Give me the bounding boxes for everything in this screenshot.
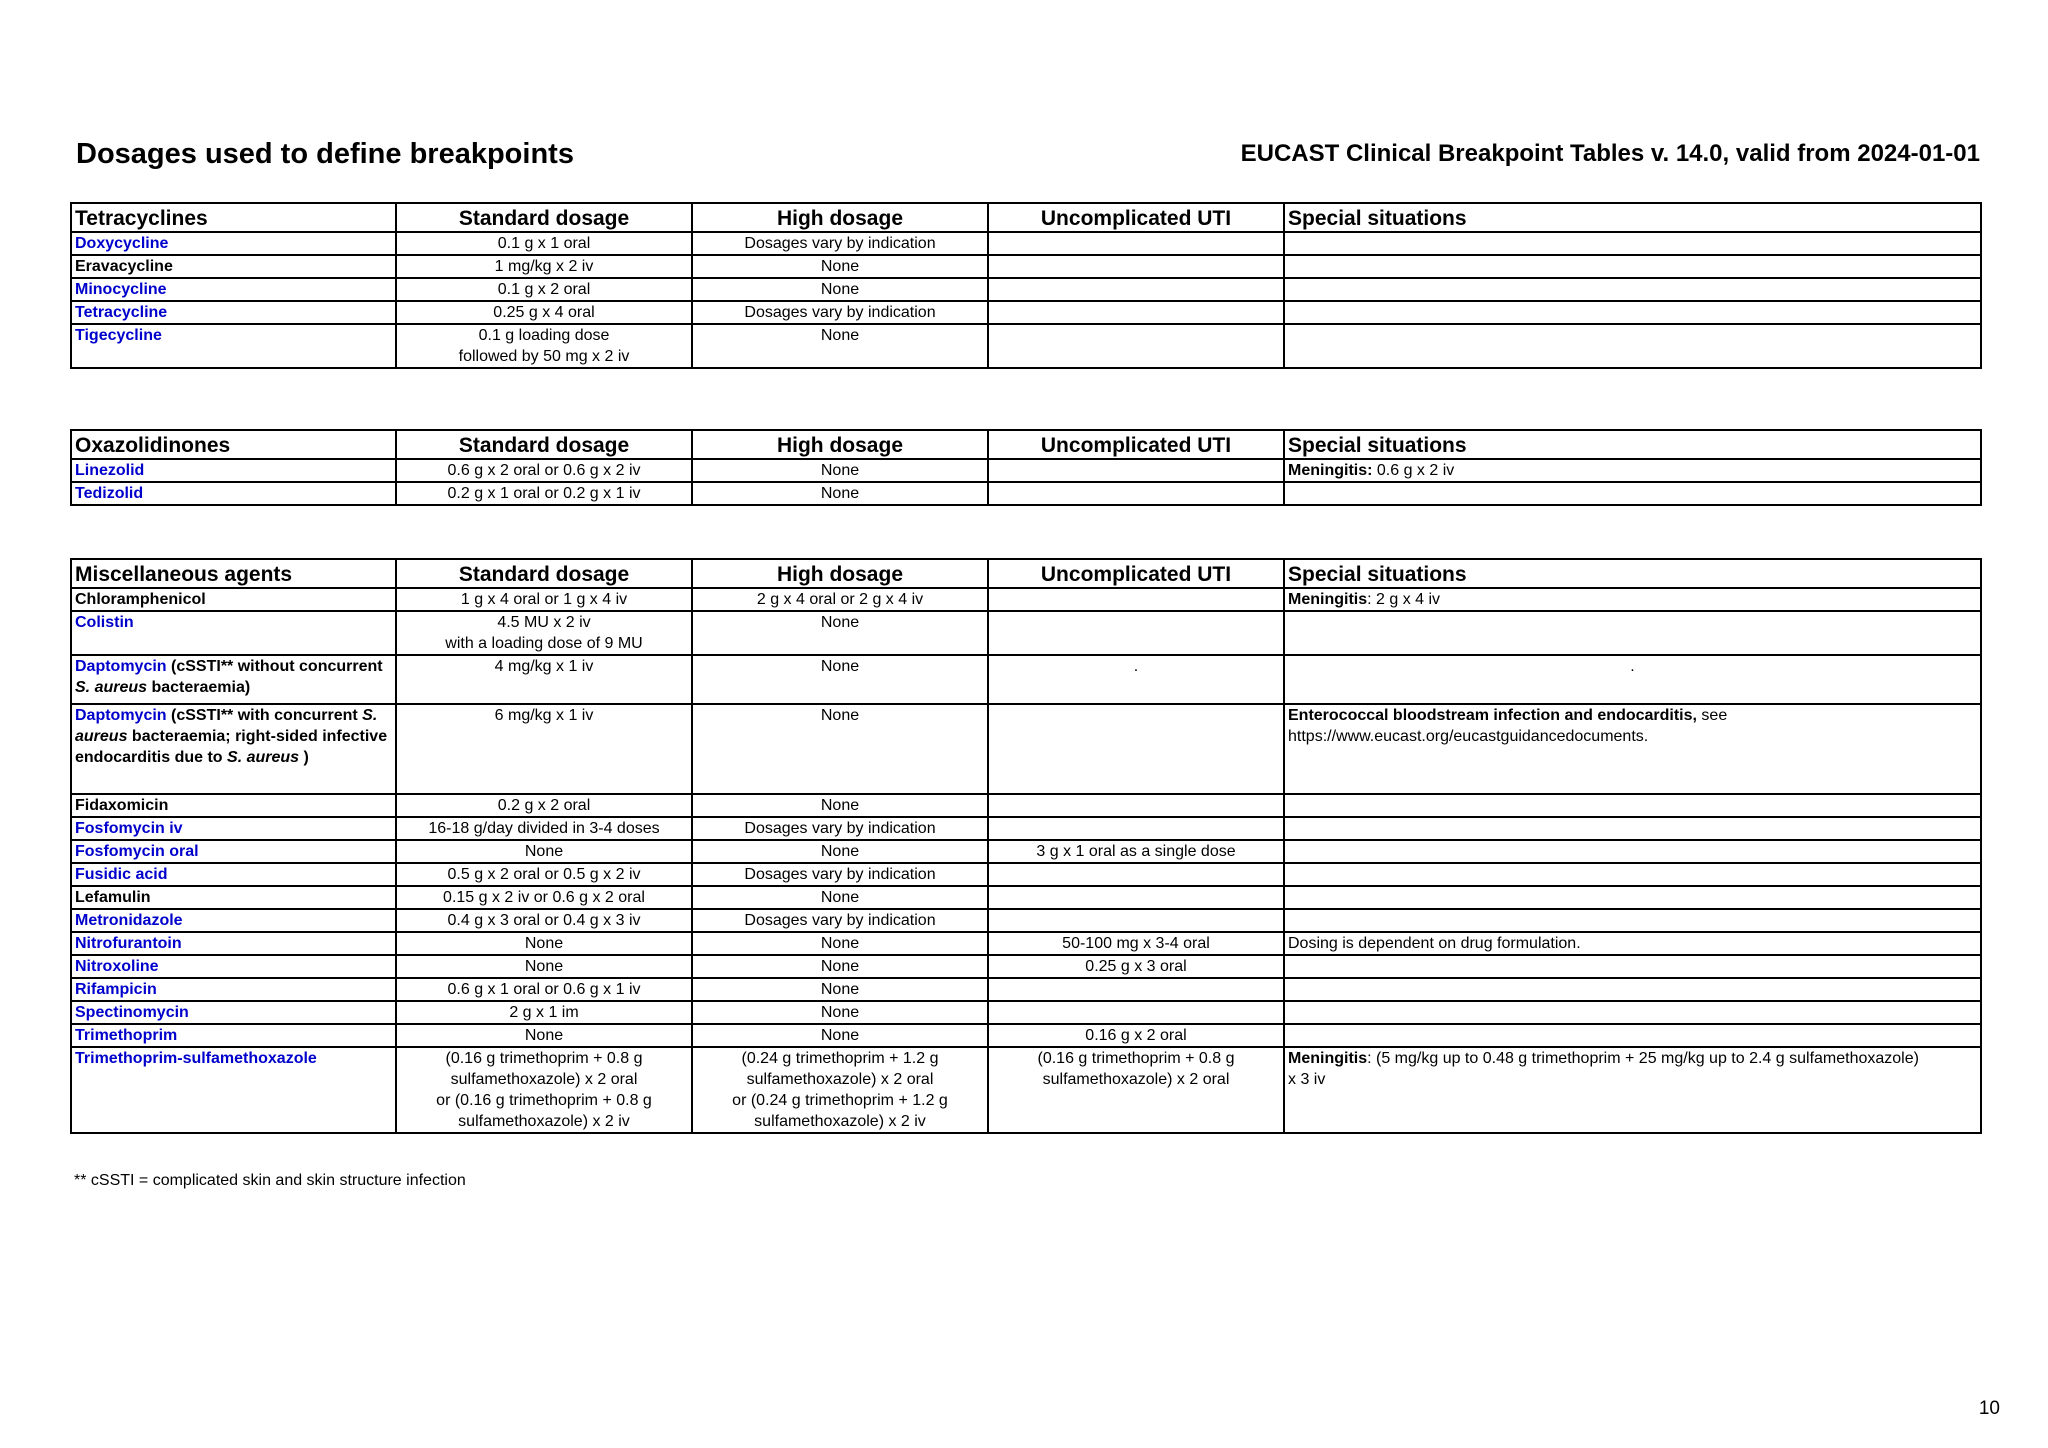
standard-dosage-cell: 0.2 g x 2 oral	[396, 794, 692, 817]
special-label: Enterococcal bloodstream infection and endocarditis,	[1288, 707, 1697, 724]
standard-dosage-cell: None	[396, 840, 692, 863]
table-row	[71, 301, 1981, 324]
agent-cell	[71, 611, 396, 655]
agent-cell	[71, 886, 396, 909]
agent-link[interactable]: Tedizolid	[75, 485, 144, 502]
agent-link[interactable]: Trimethoprim	[75, 1027, 178, 1044]
uti-cell	[988, 978, 1284, 1001]
agent-link[interactable]: Spectinomycin	[75, 1004, 189, 1021]
standard-dosage-cell: 0.2 g x 1 oral or 0.2 g x 1 iv	[396, 482, 692, 505]
special-situations-cell	[1284, 794, 1981, 817]
agent-link[interactable]: Daptomycin	[75, 707, 167, 724]
high-dosage-cell: None	[692, 886, 988, 909]
agent-name: Fidaxomicin	[75, 797, 169, 814]
uti-cell: 0.16 g x 2 oral	[988, 1024, 1284, 1047]
special-situations-cell	[1284, 863, 1981, 886]
special-situations-cell	[1284, 255, 1981, 278]
high-dosage-cell: None	[692, 1024, 988, 1047]
high-dosage-cell: 2 g x 4 oral or 2 g x 4 iv	[692, 588, 988, 611]
agent-link[interactable]: Rifampicin	[75, 981, 157, 998]
group-header: Tetracyclines	[71, 203, 396, 232]
agent-cell	[71, 482, 396, 505]
table-row	[71, 482, 1981, 505]
special-situations-cell	[1284, 1001, 1981, 1024]
high-dosage-cell: None	[692, 840, 988, 863]
table-row	[71, 324, 1981, 368]
table-header-row	[71, 203, 1981, 232]
agent-cell	[71, 1024, 396, 1047]
special-text: see https://www.eucast.org/eucastguidancedocuments.	[1288, 707, 1728, 745]
uti-cell	[988, 794, 1284, 817]
column-header-standard: Standard dosage	[396, 203, 692, 232]
column-header-special: Special situations	[1284, 430, 1981, 459]
high-dosage-cell: None	[692, 655, 988, 704]
standard-dosage-cell: 4.5 MU x 2 iv with a loading dose of 9 MU	[396, 611, 692, 655]
uti-cell	[988, 909, 1284, 932]
agent-cell	[71, 1001, 396, 1024]
uti-cell	[988, 611, 1284, 655]
high-dosage-cell: None	[692, 955, 988, 978]
agent-cell	[71, 588, 396, 611]
agent-cell	[71, 840, 396, 863]
uti-cell: 0.25 g x 3 oral	[988, 955, 1284, 978]
uti-cell	[988, 324, 1284, 368]
table-row	[71, 817, 1981, 840]
group-header: Oxazolidinones	[71, 430, 396, 459]
high-dosage-cell: None	[692, 611, 988, 655]
agent-link[interactable]: Metronidazole	[75, 912, 183, 929]
uti-cell: .	[988, 655, 1284, 704]
special-situations-cell	[1284, 611, 1981, 655]
agent-cell	[71, 301, 396, 324]
special-situations-cell	[1284, 278, 1981, 301]
agent-link[interactable]: Fusidic acid	[75, 866, 168, 883]
uti-cell	[988, 482, 1284, 505]
high-dosage-cell: Dosages vary by indication	[692, 909, 988, 932]
high-dosage-cell: None	[692, 459, 988, 482]
agent-note: bacteraemia; right-sided infective endocarditis due to	[75, 728, 388, 766]
uti-cell	[988, 704, 1284, 794]
high-dosage-cell: None	[692, 255, 988, 278]
special-situations-cell	[1284, 1024, 1981, 1047]
agent-note: (cSSTI** without concurrent	[166, 658, 383, 675]
standard-dosage-cell: 4 mg/kg x 1 iv	[396, 655, 692, 704]
special-situations-cell	[1284, 459, 1981, 482]
high-dosage-cell: None	[692, 978, 988, 1001]
standard-dosage-cell: 2 g x 1 im	[396, 1001, 692, 1024]
agent-name: Chloramphenicol	[75, 591, 206, 608]
table-row	[71, 932, 1981, 955]
page-number: 10	[1978, 1398, 2000, 1419]
standard-dosage-cell: 0.1 g loading dose followed by 50 mg x 2 iv	[396, 324, 692, 368]
table-row	[71, 459, 1981, 482]
column-header-standard: Standard dosage	[396, 559, 692, 588]
agent-cell	[71, 909, 396, 932]
oxazolidinones-table	[70, 429, 1982, 506]
uti-cell	[988, 863, 1284, 886]
uti-cell	[988, 817, 1284, 840]
agent-note: )	[299, 749, 309, 766]
standard-dosage-cell: 0.5 g x 2 oral or 0.5 g x 2 iv	[396, 863, 692, 886]
table-row	[71, 611, 1981, 655]
column-header-high: High dosage	[692, 430, 988, 459]
table-row	[71, 255, 1981, 278]
agent-cell	[71, 255, 396, 278]
table-row	[71, 704, 1981, 794]
column-header-high: High dosage	[692, 559, 988, 588]
special-situations-cell	[1284, 232, 1981, 255]
table-row	[71, 863, 1981, 886]
agent-note: bacteraemia)	[147, 679, 251, 696]
uti-cell	[988, 588, 1284, 611]
special-situations-cell: .	[1284, 655, 1981, 704]
agent-cell	[71, 817, 396, 840]
uti-cell	[988, 886, 1284, 909]
high-dosage-cell: Dosages vary by indication	[692, 863, 988, 886]
table-row	[71, 1047, 1981, 1133]
agent-cell	[71, 863, 396, 886]
standard-dosage-cell: None	[396, 955, 692, 978]
table-row	[71, 278, 1981, 301]
group-header: Miscellaneous agents	[71, 559, 396, 588]
column-header-special: Special situations	[1284, 203, 1981, 232]
special-situations-cell	[1284, 588, 1981, 611]
table-row	[71, 794, 1981, 817]
table-row	[71, 840, 1981, 863]
uti-cell	[988, 232, 1284, 255]
standard-dosage-cell: None	[396, 1024, 692, 1047]
special-situations-cell	[1284, 840, 1981, 863]
standard-dosage-cell: 0.25 g x 4 oral	[396, 301, 692, 324]
uti-cell: (0.16 g trimethoprim + 0.8 g sulfamethoxazole) x 2 oral	[988, 1047, 1284, 1133]
standard-dosage-cell: None	[396, 932, 692, 955]
high-dosage-cell: (0.24 g trimethoprim + 1.2 g sulfamethoxazole) x 2 oral or (0.24 g trimethoprim + 1.2 g sulfamethoxazole) x 2 iv	[692, 1047, 988, 1133]
uti-cell: 50-100 mg x 3-4 oral	[988, 932, 1284, 955]
high-dosage-cell: Dosages vary by indication	[692, 301, 988, 324]
standard-dosage-cell: 16-18 g/day divided in 3-4 doses	[396, 817, 692, 840]
agent-cell	[71, 278, 396, 301]
table-row	[71, 1001, 1981, 1024]
agent-cell	[71, 1047, 396, 1133]
special-situations-cell	[1284, 909, 1981, 932]
standard-dosage-cell: 1 mg/kg x 2 iv	[396, 255, 692, 278]
table-row	[71, 655, 1981, 704]
agent-link[interactable]: Fosfomycin iv	[75, 820, 183, 837]
high-dosage-cell: None	[692, 704, 988, 794]
tetracyclines-table	[70, 202, 1982, 369]
special-label: Meningitis	[1288, 591, 1368, 608]
special-text: : 2 g x 4 iv	[1367, 591, 1441, 608]
high-dosage-cell: None	[692, 278, 988, 301]
column-header-special: Special situations	[1284, 559, 1981, 588]
high-dosage-cell: None	[692, 932, 988, 955]
agent-link[interactable]: Nitroxoline	[75, 958, 159, 975]
organism-name: S. aureus	[75, 679, 148, 696]
document-reference: EUCAST Clinical Breakpoint Tables v. 14.0, valid from 2024-01-01	[1240, 140, 1980, 167]
uti-cell	[988, 301, 1284, 324]
column-header-uti: Uncomplicated UTI	[988, 203, 1284, 232]
table-row	[71, 978, 1981, 1001]
special-situations-cell	[1284, 324, 1981, 368]
high-dosage-cell: None	[692, 794, 988, 817]
agent-cell	[71, 932, 396, 955]
high-dosage-cell: Dosages vary by indication	[692, 817, 988, 840]
agent-link[interactable]: Trimethoprim-sulfamethoxazole	[75, 1050, 317, 1067]
special-situations-cell	[1284, 301, 1981, 324]
standard-dosage-cell: 0.15 g x 2 iv or 0.6 g x 2 oral	[396, 886, 692, 909]
agent-cell	[71, 704, 396, 794]
standard-dosage-cell: 0.1 g x 2 oral	[396, 278, 692, 301]
agent-cell	[71, 978, 396, 1001]
standard-dosage-cell: 0.6 g x 1 oral or 0.6 g x 1 iv	[396, 978, 692, 1001]
special-situations-cell	[1284, 978, 1981, 1001]
agent-cell	[71, 232, 396, 255]
agent-link[interactable]: Daptomycin	[75, 658, 167, 675]
standard-dosage-cell: 1 g x 4 oral or 1 g x 4 iv	[396, 588, 692, 611]
table-header-row	[71, 430, 1981, 459]
column-header-uti: Uncomplicated UTI	[988, 559, 1284, 588]
standard-dosage-cell: 0.6 g x 2 oral or 0.6 g x 2 iv	[396, 459, 692, 482]
agent-link[interactable]: Nitrofurantoin	[75, 935, 182, 952]
agent-link[interactable]: Colistin	[75, 614, 134, 631]
uti-cell	[988, 1001, 1284, 1024]
high-dosage-cell: None	[692, 324, 988, 368]
special-situations-cell	[1284, 482, 1981, 505]
standard-dosage-cell: (0.16 g trimethoprim + 0.8 g sulfamethoxazole) x 2 oral or (0.16 g trimethoprim + 0.8 g sulfamethoxazole) x 2 iv	[396, 1047, 692, 1133]
miscellaneous-agents-table	[70, 558, 1982, 1134]
high-dosage-cell: None	[692, 482, 988, 505]
agent-name: Lefamulin	[75, 889, 151, 906]
organism-name: S. aureus	[227, 749, 300, 766]
uti-cell	[988, 459, 1284, 482]
high-dosage-cell: None	[692, 1001, 988, 1024]
special-label: Meningitis	[1288, 1050, 1368, 1067]
table-header-row	[71, 559, 1981, 588]
agent-link[interactable]: Tigecycline	[75, 327, 162, 344]
column-header-standard: Standard dosage	[396, 430, 692, 459]
uti-cell: 3 g x 1 oral as a single dose	[988, 840, 1284, 863]
special-label: Meningitis:	[1288, 462, 1373, 479]
organism-name: S. aureus	[75, 707, 378, 745]
standard-dosage-cell: 0.1 g x 1 oral	[396, 232, 692, 255]
page-title: Dosages used to define breakpoints	[76, 138, 574, 170]
special-text: 0.6 g x 2 iv	[1372, 462, 1455, 479]
agent-link[interactable]: Fosfomycin oral	[75, 843, 199, 860]
agent-cell	[71, 324, 396, 368]
table-row	[71, 886, 1981, 909]
special-text: : (5 mg/kg up to 0.48 g trimethoprim + 25 mg/kg up to 2.4 g sulfamethoxazole) x 3 iv	[1288, 1050, 1919, 1088]
table-row	[71, 909, 1981, 932]
agent-cell	[71, 955, 396, 978]
special-situations-cell	[1284, 704, 1981, 794]
table-row	[71, 232, 1981, 255]
special-situations-cell	[1284, 817, 1981, 840]
agent-cell	[71, 459, 396, 482]
agent-link[interactable]: Doxycycline	[75, 235, 169, 252]
agent-cell	[71, 655, 396, 704]
special-situations-cell	[1284, 886, 1981, 909]
table-row	[71, 955, 1981, 978]
high-dosage-cell: Dosages vary by indication	[692, 232, 988, 255]
agent-name: Eravacycline	[75, 258, 173, 275]
agent-link[interactable]: Minocycline	[75, 281, 167, 298]
special-situations-cell	[1284, 1047, 1981, 1133]
table-row	[71, 1024, 1981, 1047]
footnote: ** cSSTI = complicated skin and skin structure infection	[74, 1172, 466, 1189]
table-row	[71, 588, 1981, 611]
agent-link[interactable]: Linezolid	[75, 462, 145, 479]
standard-dosage-cell: 6 mg/kg x 1 iv	[396, 704, 692, 794]
special-situations-cell	[1284, 955, 1981, 978]
column-header-high: High dosage	[692, 203, 988, 232]
agent-note: (cSSTI** with concurrent	[166, 707, 363, 724]
uti-cell	[988, 255, 1284, 278]
column-header-uti: Uncomplicated UTI	[988, 430, 1284, 459]
agent-cell	[71, 794, 396, 817]
standard-dosage-cell: 0.4 g x 3 oral or 0.4 g x 3 iv	[396, 909, 692, 932]
special-situations-cell: Dosing is dependent on drug formulation.	[1284, 932, 1981, 955]
uti-cell	[988, 278, 1284, 301]
agent-link[interactable]: Tetracycline	[75, 304, 168, 321]
